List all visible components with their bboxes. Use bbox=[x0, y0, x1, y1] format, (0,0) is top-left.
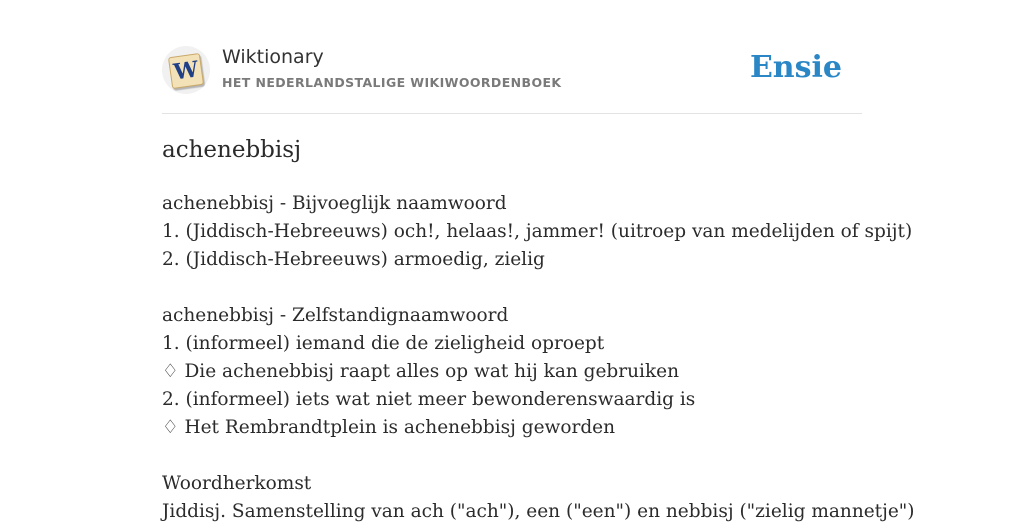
logo-tile-icon bbox=[168, 53, 204, 89]
spacer bbox=[162, 274, 882, 302]
spacer bbox=[162, 442, 882, 470]
definition-line: achenebbisj - Zelfstandignaamwoord bbox=[162, 305, 509, 326]
example-line: ♢ Die achenebbisj raapt alles op wat hij kan gebruiken bbox=[162, 361, 680, 382]
definition-line: 2. (informeel) iets wat niet meer bewonderenswaardig is bbox=[162, 389, 696, 410]
definition-line: 1. (Jiddisch-Hebreeuws) och!, helaas!, jammer! (uitroep van medelijden of spijt) bbox=[162, 221, 913, 242]
definition-line: 1. (informeel) iemand die de zieligheid oproept bbox=[162, 333, 605, 354]
example-line: ♢ Het Rembrandtplein is achenebbisj geworden bbox=[162, 417, 616, 438]
page-title: achenebbisj bbox=[162, 137, 302, 163]
logo-letter: W bbox=[171, 56, 201, 86]
wiktionary-logo[interactable] bbox=[162, 46, 210, 94]
header bbox=[162, 0, 862, 114]
definition-content bbox=[162, 190, 915, 526]
etymology-line: Jiddisj. Samenstelling van ach ("ach"), een ("een") en nebbisj ("zielig mannetje") bbox=[162, 501, 915, 522]
ensie-link[interactable]: Ensie bbox=[749, 50, 842, 85]
page bbox=[162, 0, 915, 522]
definition-line: achenebbisj - Bijvoeglijk naamwoord bbox=[162, 193, 507, 214]
definition-line: 2. (Jiddisch-Hebreeuws) armoedig, zielig bbox=[162, 249, 545, 270]
brand-name[interactable]: Wiktionary bbox=[222, 46, 324, 68]
section-heading-etymology: Woordherkomst bbox=[162, 473, 312, 494]
brand-tagline: HET NEDERLANDSTALIGE WIKIWOORDENBOEK bbox=[222, 75, 562, 90]
